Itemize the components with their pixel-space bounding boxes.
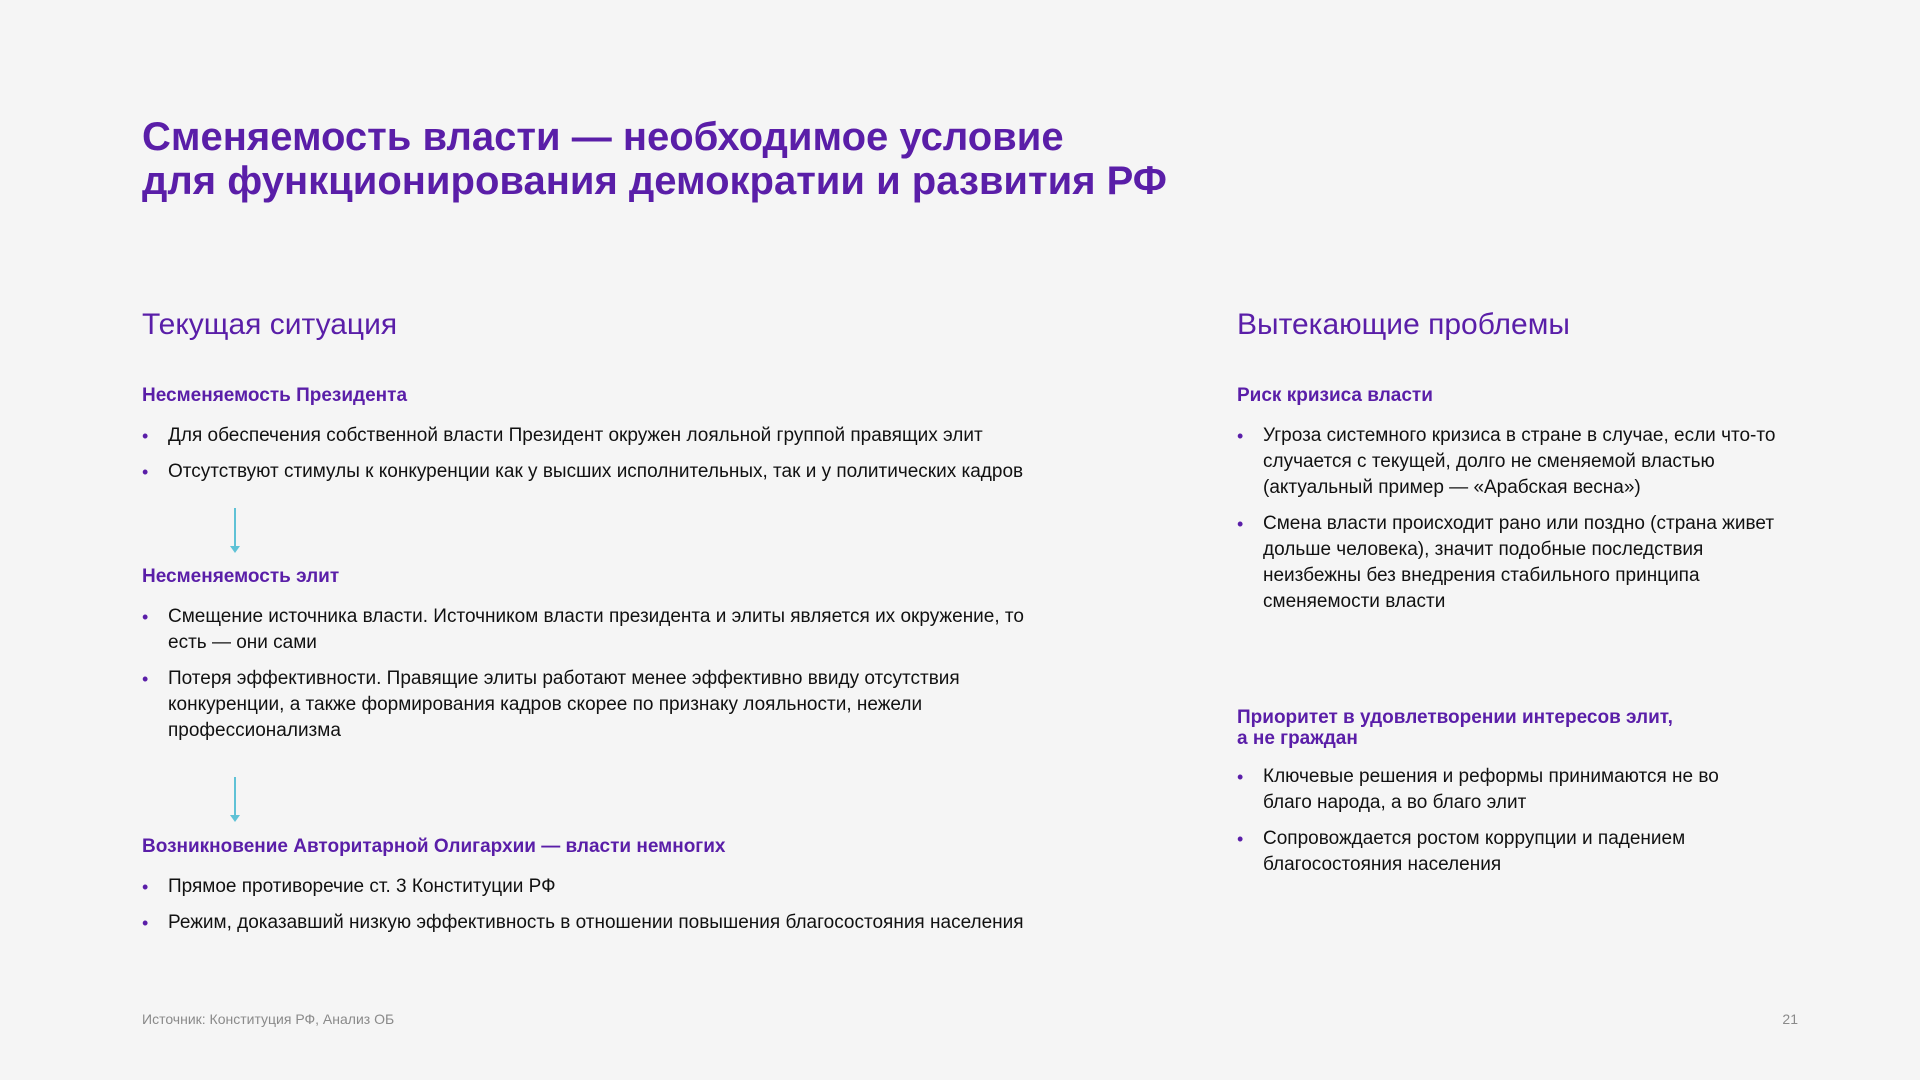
bullet-icon: • [142,426,149,446]
current-situation-heading: Текущая ситуация [142,308,398,341]
section-title-elite-priority [1237,707,1673,749]
list-item: • Сопровождается ростом коррупции и падением благосостояния населения [1237,828,1686,875]
down-arrow-icon [234,508,236,547]
section-title-oligarchy: Возникновение Авторитарной Олигархии — власти немногих [142,836,726,857]
slide-title-line-2: для функционирования демократии и развития РФ [142,159,1167,203]
elite-priority-bullet-list [1237,764,1737,888]
list-item: • Угроза системного кризиса в стране в случае, если что-то случается с текущей, долго не сменяемой властью (актуальный пример — «Арабская весна») [1237,425,1776,498]
section-title-power-crisis: Риск кризиса власти [1237,385,1433,406]
power-crisis-bullet-list [1237,423,1797,625]
list-item: • Прямое противоречие ст. 3 Конституции РФ [142,874,1122,900]
slide-title [142,115,1442,203]
oligarchy-bullet-list [142,874,1122,946]
list-item: • Потеря эффективности. Правящие элиты работают менее эффективно ввиду отсутствия конкуренции, а также формирования кадров скорее по признаку лояльности, нежели профессионализма [142,668,960,741]
list-item: • Отсутствуют стимулы к конкуренции как у высших исполнительных, так и у политических кадров [142,459,1122,485]
bullet-icon: • [142,877,149,897]
footer-source: Источник: Конституция РФ, Анализ ОБ [142,1011,395,1027]
section-title-elites: Несменяемость элит [142,566,340,587]
bullet-icon: • [1237,767,1244,787]
bullet-icon: • [1237,514,1244,534]
bullet-icon: • [142,607,149,627]
section-title-elite-priority-line-2: а не граждан [1237,728,1358,749]
page-number: 21 [1782,1011,1798,1027]
bullet-icon: • [1237,426,1244,446]
elites-bullet-list [142,604,1062,754]
down-arrow-icon [234,777,236,816]
bullet-icon: • [142,913,149,933]
resulting-problems-heading: Вытекающие проблемы [1237,308,1570,341]
list-item: • Режим, доказавший низкую эффективность в отношении повышения благосостояния населения [142,910,1122,936]
section-title-president: Несменяемость Президента [142,385,408,406]
bullet-icon: • [142,669,149,689]
slide-title-line-1: Сменяемость власти — необходимое условие [142,115,1064,159]
list-item: • Смена власти происходит рано или поздно (страна живет дольше человека), значит подобные последствия неизбежны без внедрения стабильного принципа сменяемости власти [1237,513,1775,612]
bullet-icon: • [1237,829,1244,849]
current-situation-column [142,305,1122,933]
resulting-problems-column [1237,305,1797,875]
bullet-icon: • [142,462,149,482]
list-item: • Для обеспечения собственной власти Президент окружен лояльной группой правящих элит [142,423,1122,449]
list-item: • Смещение источника власти. Источником власти президента и элиты является их окружение, то есть — они сами [142,606,1024,653]
president-bullet-list [142,423,1122,495]
list-item: • Ключевые решения и реформы принимаются не во благо народа, а во благо элит [1237,766,1719,813]
section-title-elite-priority-line-1: Приоритет в удовлетворении интересов элит, [1237,707,1673,728]
